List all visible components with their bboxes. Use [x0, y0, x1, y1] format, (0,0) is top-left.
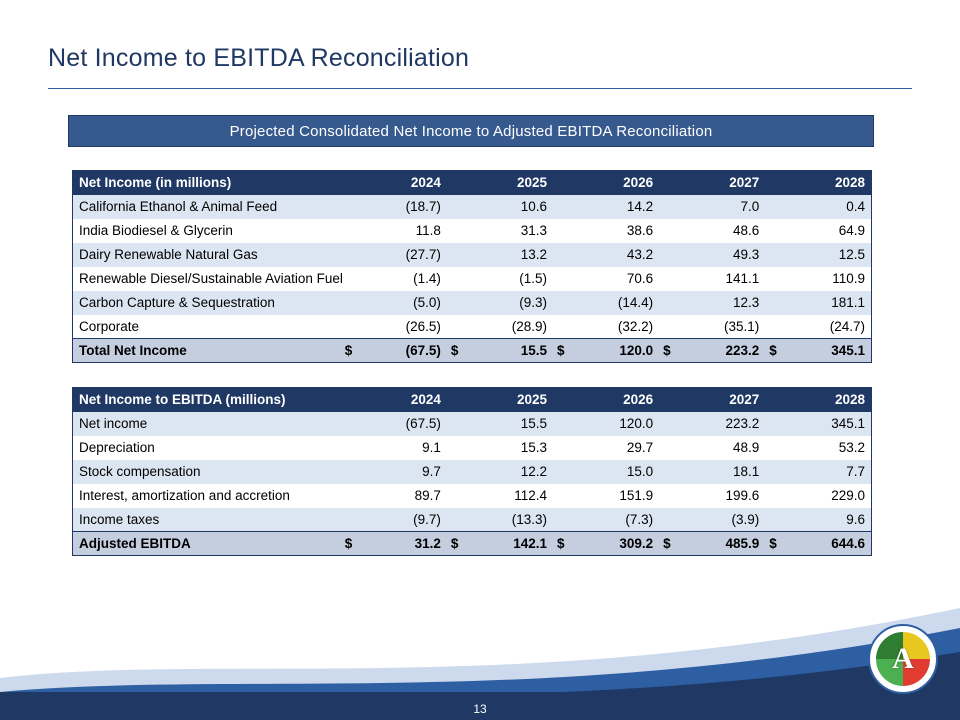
row-label: Interest, amortization and accretion: [73, 484, 357, 508]
column-header-2026: 2026: [553, 388, 659, 412]
cell-2025: 12.2: [463, 460, 553, 484]
currency-marker: $: [553, 532, 569, 556]
currency-marker: [553, 484, 569, 508]
currency-marker: [447, 243, 463, 267]
currency-marker: [553, 436, 569, 460]
cell-2025: (9.3): [463, 291, 553, 315]
total-2028: 345.1: [781, 339, 871, 363]
currency-marker: [765, 412, 781, 436]
total-2025: 142.1: [463, 532, 553, 556]
currency-marker: [553, 412, 569, 436]
cell-2026: 120.0: [569, 412, 659, 436]
currency-marker: $: [765, 339, 781, 363]
row-label: Net income: [73, 412, 357, 436]
cell-2028: (24.7): [781, 315, 871, 339]
total-2026: 120.0: [569, 339, 659, 363]
currency-marker: [447, 195, 463, 219]
logo-letter: A: [892, 642, 914, 675]
cell-2024: (27.7): [357, 243, 447, 267]
row-label: California Ethanol & Animal Feed: [73, 195, 357, 219]
total-2028: 644.6: [781, 532, 871, 556]
cell-2026: 151.9: [569, 484, 659, 508]
cell-2028: 345.1: [781, 412, 871, 436]
currency-marker: [659, 267, 675, 291]
currency-marker: $: [447, 532, 463, 556]
currency-marker: [765, 243, 781, 267]
currency-marker: [553, 508, 569, 532]
table-row: [73, 243, 872, 267]
cell-2026: 70.6: [569, 267, 659, 291]
cell-2024: 89.7: [357, 484, 447, 508]
currency-marker: [553, 267, 569, 291]
total-row: [73, 339, 872, 363]
cell-2028: 181.1: [781, 291, 871, 315]
cell-2027: 48.6: [675, 219, 765, 243]
cell-2027: 141.1: [675, 267, 765, 291]
table-row: [73, 460, 872, 484]
total-2027: 223.2: [675, 339, 765, 363]
total-2024: 31.2: [357, 532, 447, 556]
table-row: [73, 412, 872, 436]
cell-2025: (13.3): [463, 508, 553, 532]
page-number: 13: [473, 702, 487, 716]
cell-2027: 199.6: [675, 484, 765, 508]
total-row: [73, 532, 872, 556]
cell-2028: 7.7: [781, 460, 871, 484]
table-row: [73, 436, 872, 460]
row-label: Depreciation: [73, 436, 357, 460]
currency-marker: [765, 195, 781, 219]
column-header-label: Net Income to EBITDA (millions): [73, 388, 357, 412]
currency-marker: [659, 195, 675, 219]
title-divider: [48, 88, 912, 89]
cell-2027: 223.2: [675, 412, 765, 436]
column-header-2024: 2024: [357, 388, 447, 412]
cell-2028: 0.4: [781, 195, 871, 219]
table-header-row: [73, 171, 872, 195]
currency-marker: [553, 315, 569, 339]
cell-2027: 7.0: [675, 195, 765, 219]
cell-2027: 49.3: [675, 243, 765, 267]
currency-marker: [447, 436, 463, 460]
row-label: Dairy Renewable Natural Gas: [73, 243, 357, 267]
net-income-table: [72, 170, 872, 363]
cell-2028: 110.9: [781, 267, 871, 291]
currency-marker: [659, 484, 675, 508]
total-label: Total Net Income: [73, 339, 341, 363]
currency-marker: [447, 460, 463, 484]
currency-marker: [447, 291, 463, 315]
cell-2024: (9.7): [357, 508, 447, 532]
currency-marker: [447, 315, 463, 339]
currency-marker: [447, 412, 463, 436]
row-label: India Biodiesel & Glycerin: [73, 219, 357, 243]
ebitda-table: [72, 387, 872, 556]
currency-marker: $: [659, 339, 675, 363]
total-2027: 485.9: [675, 532, 765, 556]
row-label: Carbon Capture & Sequestration: [73, 291, 357, 315]
cell-2028: 64.9: [781, 219, 871, 243]
currency-marker: [659, 291, 675, 315]
table-row: [73, 484, 872, 508]
cell-2025: (1.5): [463, 267, 553, 291]
column-header-2027: 2027: [659, 171, 765, 195]
page-title: Net Income to EBITDA Reconciliation: [48, 44, 470, 72]
currency-marker: [659, 243, 675, 267]
cell-2025: 112.4: [463, 484, 553, 508]
total-2025: 15.5: [463, 339, 553, 363]
currency-marker: [765, 508, 781, 532]
cell-2026: (14.4): [569, 291, 659, 315]
footer-decoration: [0, 600, 960, 720]
currency-marker: [659, 508, 675, 532]
row-label: Renewable Diesel/Sustainable Aviation Fuel: [73, 267, 357, 291]
cell-2027: 12.3: [675, 291, 765, 315]
table-row: [73, 315, 872, 339]
currency-marker: [765, 484, 781, 508]
row-label: Corporate: [73, 315, 357, 339]
cell-2027: (35.1): [675, 315, 765, 339]
row-label: Stock compensation: [73, 460, 357, 484]
currency-marker: $: [659, 532, 675, 556]
cell-2025: 15.5: [463, 412, 553, 436]
table-header-row: [73, 388, 872, 412]
currency-marker: [553, 195, 569, 219]
cell-2027: 48.9: [675, 436, 765, 460]
cell-2026: 14.2: [569, 195, 659, 219]
cell-2026: (7.3): [569, 508, 659, 532]
table-row: [73, 219, 872, 243]
currency-marker: [553, 243, 569, 267]
cell-2026: (32.2): [569, 315, 659, 339]
currency-marker: $: [341, 339, 357, 363]
currency-marker: [659, 436, 675, 460]
company-logo: [868, 624, 938, 694]
cell-2024: 9.7: [357, 460, 447, 484]
total-label: Adjusted EBITDA: [73, 532, 341, 556]
cell-2027: (3.9): [675, 508, 765, 532]
cell-2024: (5.0): [357, 291, 447, 315]
table-row: [73, 195, 872, 219]
cell-2025: (28.9): [463, 315, 553, 339]
cell-2028: 53.2: [781, 436, 871, 460]
currency-marker: [659, 412, 675, 436]
currency-marker: [659, 460, 675, 484]
cell-2026: 43.2: [569, 243, 659, 267]
cell-2024: (1.4): [357, 267, 447, 291]
column-header-label: Net Income (in millions): [73, 171, 357, 195]
currency-marker: [553, 219, 569, 243]
column-header-2025: 2025: [447, 388, 553, 412]
currency-marker: [765, 291, 781, 315]
currency-marker: [447, 267, 463, 291]
column-header-2028: 2028: [765, 388, 871, 412]
currency-marker: [659, 315, 675, 339]
currency-marker: [765, 219, 781, 243]
banner: [68, 115, 874, 147]
column-header-2026: 2026: [553, 171, 659, 195]
currency-marker: [447, 484, 463, 508]
cell-2025: 31.3: [463, 219, 553, 243]
cell-2025: 13.2: [463, 243, 553, 267]
column-header-2027: 2027: [659, 388, 765, 412]
table-row: [73, 508, 872, 532]
total-2024: (67.5): [357, 339, 447, 363]
currency-marker: $: [765, 532, 781, 556]
currency-marker: [447, 508, 463, 532]
column-header-2025: 2025: [447, 171, 553, 195]
cell-2028: 229.0: [781, 484, 871, 508]
cell-2027: 18.1: [675, 460, 765, 484]
cell-2028: 12.5: [781, 243, 871, 267]
cell-2025: 10.6: [463, 195, 553, 219]
currency-marker: [659, 219, 675, 243]
logo-wheel-icon: [876, 632, 930, 686]
cell-2028: 9.6: [781, 508, 871, 532]
cell-2024: (26.5): [357, 315, 447, 339]
cell-2024: (18.7): [357, 195, 447, 219]
table-row: [73, 267, 872, 291]
currency-marker: $: [341, 532, 357, 556]
currency-marker: [765, 315, 781, 339]
cell-2025: 15.3: [463, 436, 553, 460]
cell-2026: 29.7: [569, 436, 659, 460]
currency-marker: [765, 460, 781, 484]
banner-label: Projected Consolidated Net Income to Adjusted EBITDA Reconciliation: [229, 122, 713, 140]
cell-2026: 15.0: [569, 460, 659, 484]
table-row: [73, 291, 872, 315]
row-label: Income taxes: [73, 508, 357, 532]
cell-2024: (67.5): [357, 412, 447, 436]
currency-marker: [447, 219, 463, 243]
currency-marker: $: [553, 339, 569, 363]
currency-marker: [553, 291, 569, 315]
currency-marker: $: [447, 339, 463, 363]
cell-2024: 11.8: [357, 219, 447, 243]
currency-marker: [553, 460, 569, 484]
total-2026: 309.2: [569, 532, 659, 556]
column-header-2028: 2028: [765, 171, 871, 195]
column-header-2024: 2024: [357, 171, 447, 195]
currency-marker: [765, 267, 781, 291]
currency-marker: [765, 436, 781, 460]
cell-2026: 38.6: [569, 219, 659, 243]
cell-2024: 9.1: [357, 436, 447, 460]
